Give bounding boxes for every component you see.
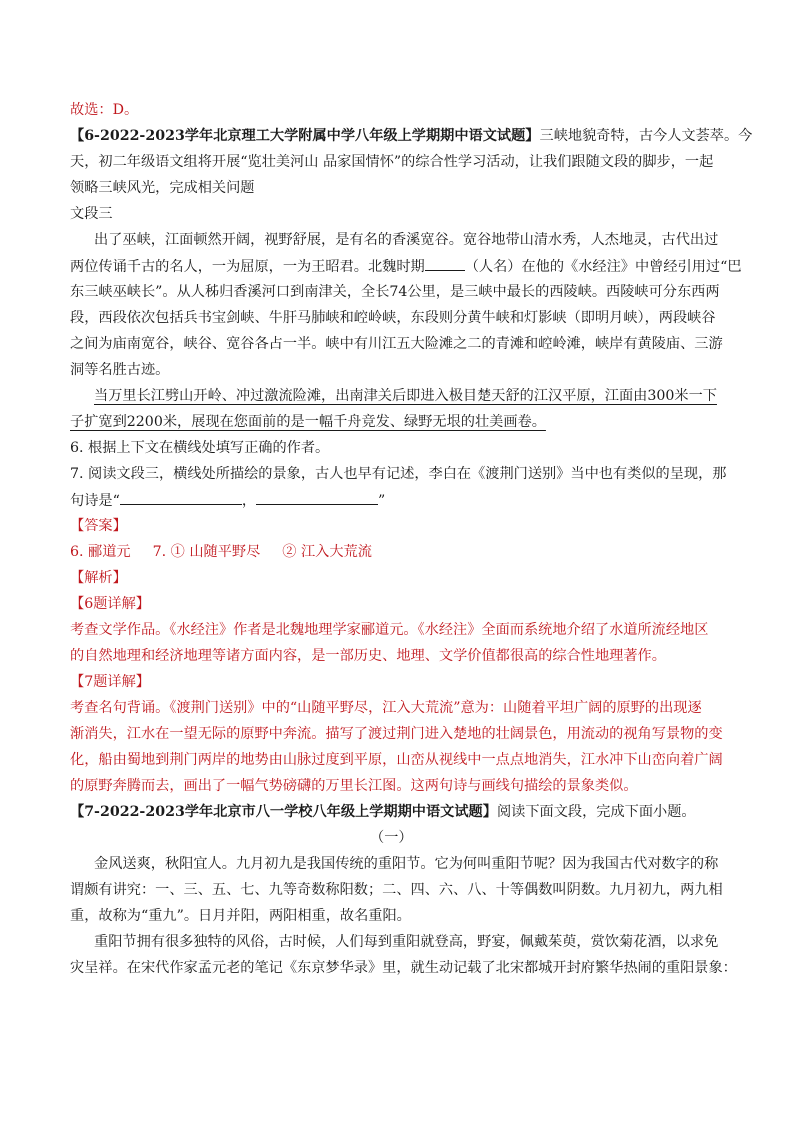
question6-intro-line: 天，初二年级语文组将开展“览壮美河山 品家国情怀”的综合性学习活动，让我们跟随文段的脚步，一起	[70, 154, 714, 170]
passage-line: 金风送爽，秋阳宜人。九月初九是我国传统的重阳节。它为何叫重阳节呢？因为我国古代对数字的称	[94, 856, 719, 872]
underlined-sentence: 子扩宽到2200米，展现在您面前的是一幅千舟竞发、绿野无垠的壮美画卷。	[70, 414, 546, 430]
answer-choice-line: 故选：D。	[70, 102, 139, 118]
quote-close: ”	[378, 493, 386, 509]
question6-intro-line: 领略三峡风光，完成相关问题	[70, 180, 255, 196]
answer-line	[70, 542, 372, 562]
detail7-text: 的原野奔腾而去，画出了一幅气势磅礴的万里长江图。这两句诗与画线句描绘的景象类似。	[70, 778, 638, 794]
passage-text: 两位传诵千古的名人，一为屈原，一为王昭君。北魏时期	[70, 259, 425, 275]
passage-text: （人名）在他的《水经注》中曾经引用过“巴	[464, 259, 742, 275]
part-title: （一）	[370, 830, 413, 846]
detail6-text: 考查文学作品。《水经注》作者是北魏地理学家郦道元。《水经注》全面而系统地介绍了水道所流经地区	[70, 622, 709, 638]
passage-line: 重，故称为“重九”。日月并阳，两阳相重，故名重阳。	[70, 908, 411, 924]
passage-line: 东三峡巫峡长”。从人秭归香溪河口到南津关，全长74公里，是三峡中最长的西陵峡。西陵峡可分东西两	[70, 284, 720, 300]
question7-source: 【7-2022-2023学年北京市八一学校八年级上学期期中语文试题】	[70, 804, 497, 820]
question6-source: 【6-2022-2023学年北京理工大学附属中学八年级上学期期中语文试题】	[70, 128, 540, 144]
answer-label: 【答案】	[70, 518, 127, 534]
answer-blank-2	[256, 490, 378, 505]
question6-header	[70, 126, 752, 146]
detail7-label: 【7题详解】	[70, 674, 150, 690]
underlined-sentence: 当万里长江劈山开岭、冲过激流险滩，出南津关后即进入极目楚天舒的江汉平原，江面由300米一下	[94, 388, 717, 404]
analysis-label: 【解析】	[70, 570, 127, 586]
answer-7b: ② 江入大荒流	[282, 544, 372, 560]
detail6-text: 的自然地理和经济地理等诸方面内容，是一部历史、地理、文学价值都很高的综合性地理著作。	[70, 648, 666, 664]
passage-line: 重阳节拥有很多独特的风俗，古时候，人们每到重阳就登高，野宴，佩戴茱萸，赏饮菊花酒，以求免	[94, 934, 719, 950]
detail7-text: 化，船由蜀地到荆门两岸的地势由山脉过度到平原，山峦从视线中一点点地消失，江水冲下山峦向着广阔	[70, 752, 723, 768]
answer-blank-1	[120, 490, 242, 505]
passage-line: 谓颇有讲究：一、三、五、七、九等奇数称阳数；二、四、六、八、十等偶数叫阴数。九月初九，两九相	[70, 882, 723, 898]
comma: ，	[241, 493, 257, 509]
passage-line: 段，西段依次包括兵书宝剑峡、牛肝马肺峡和崆岭峡，东段则分黄牛峡和灯影峡（即明月峡），两段峡谷	[70, 310, 716, 326]
question-7-blanks	[70, 490, 385, 511]
passage-line: 灾呈祥。在宋代作家孟元老的笔记《东京梦华录》里，就生动记载了北宋都城开封府繁华热闹的重阳景象：	[70, 960, 737, 976]
question-6: 6. 根据上下文在横线处填写正确的作者。	[70, 440, 330, 456]
detail7-text: 考查名句背诵。《渡荆门送别》中的“山随平野尽，江入大荒流”意为：山随着平坦广阔的原野的出现逐	[70, 700, 702, 716]
quote-open: 句诗是“	[70, 493, 120, 509]
answer-6: 6. 郦道元	[70, 544, 131, 560]
detail6-label: 【6题详解】	[70, 596, 150, 612]
answer-7a: 7. ① 山随平野尽	[152, 544, 261, 560]
passage-line: 之间为庙南宽谷，峡谷、宽谷各占一半。峡中有川江五大险滩之二的青滩和崆岭滩，峡岸有黄陵庙、三游	[70, 336, 723, 352]
fill-blank	[425, 256, 465, 271]
detail7-text: 渐消失，江水在一望无际的原野中奔流。描写了渡过荆门进入楚地的壮阔景色，用流动的视角写景物的变	[70, 726, 723, 742]
question6-intro: 三峡地貌奇特，古今人文荟萃。今	[539, 128, 753, 144]
passage-line: 出了巫峡，江面顿然开阔，视野舒展，是有名的香溪宽谷。宽谷地带山清水秀，人杰地灵，古代出过	[94, 232, 719, 248]
question7-header	[70, 802, 696, 822]
passage-line	[70, 256, 742, 277]
section-title: 文段三	[70, 206, 113, 222]
question-7: 7. 阅读文段三，横线处所描绘的景象，古人也早有记述，李白在《渡荆门送别》当中也有类似的呈现，那	[70, 466, 727, 482]
question7-intro: 阅读下面文段，完成下面小题。	[496, 804, 696, 820]
passage-line: 洞等名胜古迹。	[70, 362, 170, 378]
